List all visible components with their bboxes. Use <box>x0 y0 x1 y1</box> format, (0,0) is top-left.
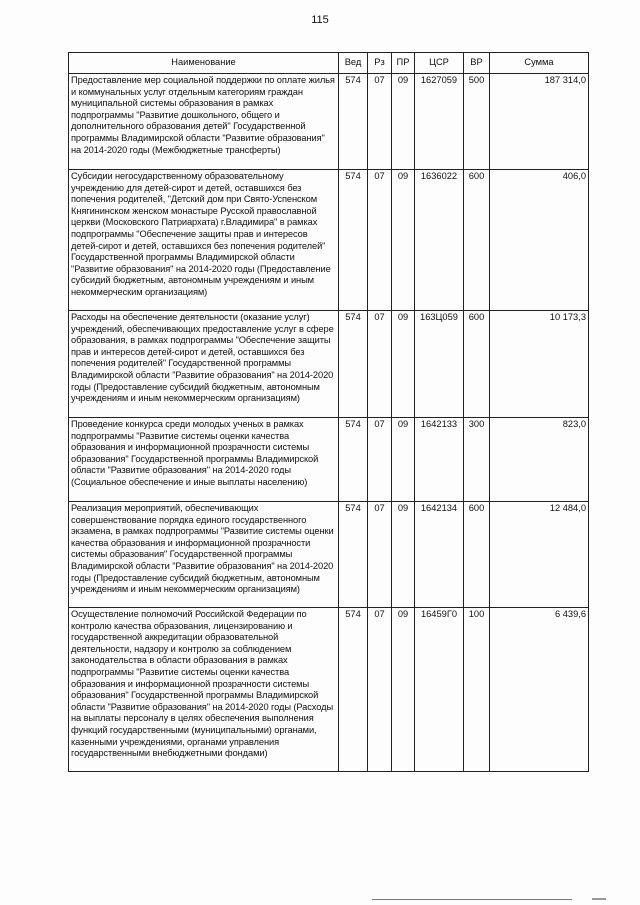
row-vr: 600 <box>464 170 490 311</box>
row-rz: 07 <box>368 502 392 608</box>
row-sum: 823,0 <box>490 418 589 502</box>
row-rz: 07 <box>368 608 392 772</box>
table-row <box>69 170 589 311</box>
row-csr: 163Ц059 <box>415 311 464 418</box>
footer-rule <box>372 899 572 900</box>
row-vr: 500 <box>464 74 490 170</box>
row-ved: 574 <box>339 311 368 418</box>
row-sum: 6 439,6 <box>490 608 589 772</box>
row-csr: 1642134 <box>415 502 464 608</box>
header-rz: Рз <box>368 53 392 74</box>
row-ved: 574 <box>339 502 368 608</box>
row-csr: 1627059 <box>415 74 464 170</box>
row-rz: 07 <box>368 311 392 418</box>
row-vr: 600 <box>464 502 490 608</box>
row-ved: 574 <box>339 418 368 502</box>
row-sum: 187 314,0 <box>490 74 589 170</box>
row-csr: 1642133 <box>415 418 464 502</box>
row-name: Расходы на обеспечение деятельности (оказание услуг) учреждений, обеспечивающих предоставление услуг в сфере образования, в рамках подпрограммы "Обеспечение защиты прав и интересов детей-сирот и детей, оставшихся без попечения родителей" Государственной программы Владимирской области "Развитие образования" на 2014-2020 годы (Предоставление субсидий бюджетным, автономным учреждениям и иным некоммерческим организациям) <box>69 311 339 418</box>
row-sum: 10 173,3 <box>490 311 589 418</box>
header-ved: Вед <box>339 53 368 74</box>
row-vr: 300 <box>464 418 490 502</box>
row-name: Субсидии негосударственному образовательному учреждению для детей-сирот и детей, оставшихся без попечения родителей, "Детский дом при Свято-Успенском Княгининском женском монастыре Русской православной церкви (Московского Патриархата) г.Владимира" в рамках подпрограммы "Обеспечение защиты прав и интересов детей-сирот и детей, оставшихся без попечения родителей" Государственной программы Владимирской области "Развитие образования" на 2014-2020 годы (Предоставление субсидий бюджетным, автономным учреждениям и иным некоммерческим организациям) <box>69 170 339 311</box>
header-sum: Сумма <box>490 53 589 74</box>
header-pr: ПР <box>392 53 415 74</box>
table-row <box>69 74 589 170</box>
row-pr: 09 <box>392 608 415 772</box>
budget-table <box>68 52 589 772</box>
footer-mark <box>592 898 606 900</box>
table-header-row <box>69 53 589 74</box>
header-csr: ЦСР <box>415 53 464 74</box>
row-vr: 100 <box>464 608 490 772</box>
row-ved: 574 <box>339 608 368 772</box>
row-ved: 574 <box>339 74 368 170</box>
row-csr: 16459Г0 <box>415 608 464 772</box>
row-csr: 1636022 <box>415 170 464 311</box>
row-pr: 09 <box>392 502 415 608</box>
table-row <box>69 418 589 502</box>
header-name: Наименование <box>69 53 339 74</box>
row-rz: 07 <box>368 170 392 311</box>
row-name: Осуществление полномочий Российской Федерации по контролю качества образования, лицензированию и государственной аккредитации образовательной деятельности, надзору и контролю за соблюдением законодательства в области образования в рамках подпрограммы "Развитие системы оценки качества образования и информационной прозрачности системы образования" Государственной программы Владимирской области "Развитие образования" на 2014-2020 годы (Расходы на выплаты персоналу в целях обеспечения выполнения функций государственными (муниципальными) органами, казенными учреждениями, органами управления государственными внебюджетными фондами) <box>69 608 339 772</box>
row-name: Предоставление мер социальной поддержки по оплате жилья и коммунальных услуг отдельным категориям граждан муниципальной системы образования в рамках подпрограммы "Развитие дошкольного, общего и дополнительного образования детей" Государственной программы Владимирской области "Развитие образования" на 2014-2020 годы (Межбюджетные трансферты) <box>69 74 339 170</box>
row-rz: 07 <box>368 418 392 502</box>
row-name: Реализация мероприятий, обеспечивающих совершенствование порядка единого государственного экзамена, в рамках подпрограммы "Развитие системы оценки качества образования и информационной прозрачности системы образования" Государственной программы Владимирской области "Развитие образования" на 2014-2020 годы (Предоставление субсидий бюджетным, автономным учреждениям и иным некоммерческим организациям) <box>69 502 339 608</box>
row-pr: 09 <box>392 311 415 418</box>
row-sum: 12 484,0 <box>490 502 589 608</box>
row-pr: 09 <box>392 170 415 311</box>
row-ved: 574 <box>339 170 368 311</box>
row-pr: 09 <box>392 418 415 502</box>
row-rz: 07 <box>368 74 392 170</box>
table-row <box>69 608 589 772</box>
header-vr: ВР <box>464 53 490 74</box>
page-number: 115 <box>311 14 329 26</box>
row-pr: 09 <box>392 74 415 170</box>
table-row <box>69 311 589 418</box>
row-sum: 406,0 <box>490 170 589 311</box>
table-row <box>69 502 589 608</box>
row-name: Проведение конкурса среди молодых ученых в рамках подпрограммы "Развитие системы оценки качества образования и информационной прозрачности системы образования" Государственной программы Владимирской области "Развитие образования" на 2014-2020 годы (Социальное обеспечение и иные выплаты населению) <box>69 418 339 502</box>
row-vr: 600 <box>464 311 490 418</box>
